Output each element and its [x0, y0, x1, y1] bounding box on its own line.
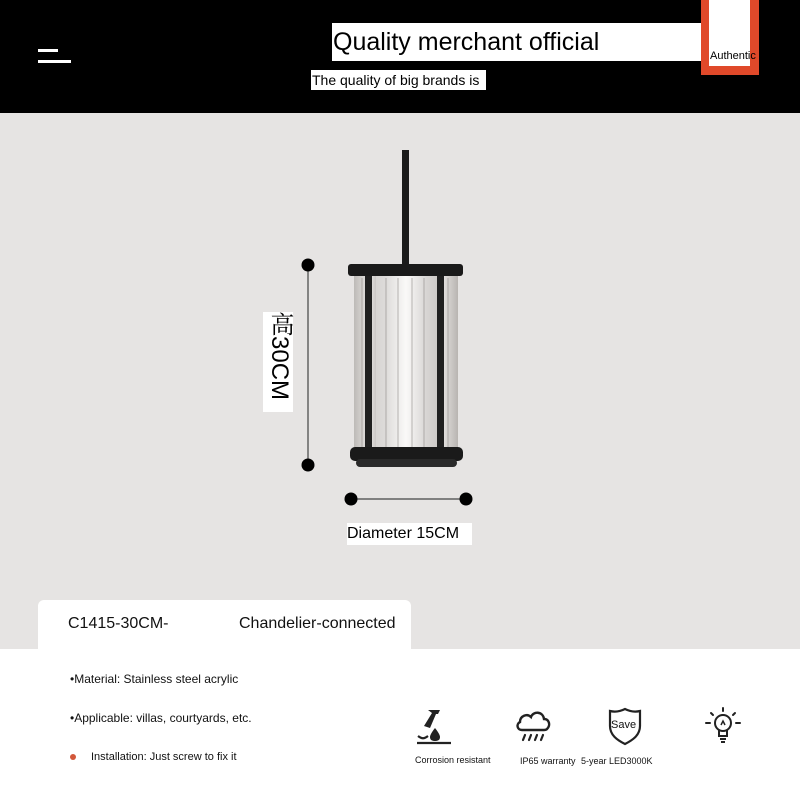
diameter-label: Diameter 15CM: [347, 523, 472, 545]
spec-installation: Installation: Just screw to fix it: [91, 751, 237, 763]
corrosion-icon: [414, 706, 454, 746]
spec-applicable: •Applicable: villas, courtyards, etc.: [70, 711, 252, 725]
feature-label-warranty: 5-year LED3000K: [581, 756, 653, 766]
feature-label-corrosion: Corrosion resistant: [415, 755, 491, 765]
height-label: 高30CM: [263, 312, 293, 412]
spec-material: •Material: Stainless steel acrylic: [70, 672, 239, 686]
page-subtitle: The quality of big brands is: [311, 70, 486, 90]
bulb-icon: [703, 706, 743, 746]
rain-icon: [513, 706, 553, 746]
page-title: Quality merchant official: [332, 23, 747, 61]
menu-icon[interactable]: [38, 49, 72, 65]
pendant-lamp-image: [0, 113, 800, 650]
authentic-badge-label: Authentic: [710, 50, 756, 62]
bullet-dot: [70, 754, 76, 760]
feature-label-ip65: IP65 warranty: [520, 756, 576, 766]
shield-icon-text: Save: [611, 719, 637, 731]
model-name: Chandelier-connected: [239, 615, 396, 632]
model-code: C1415-30CM-: [68, 615, 169, 632]
